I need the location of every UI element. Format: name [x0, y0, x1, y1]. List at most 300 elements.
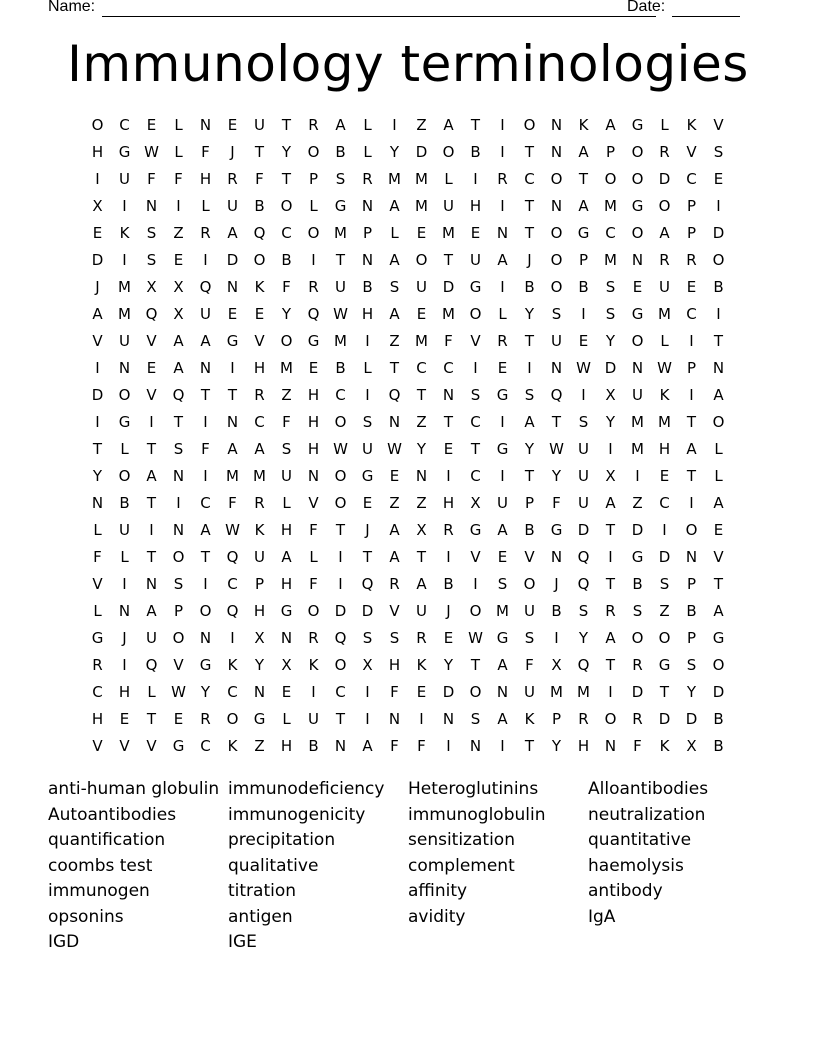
grid-letter[interactable]: O — [550, 251, 563, 269]
grid-letter[interactable]: M — [442, 224, 455, 242]
grid-letter[interactable]: E — [416, 305, 427, 323]
grid-letter[interactable]: L — [444, 170, 453, 188]
grid-letter[interactable]: I — [500, 467, 505, 485]
grid-letter[interactable]: Y — [605, 413, 616, 431]
grid-letter[interactable]: I — [635, 467, 640, 485]
grid-letter[interactable]: K — [254, 521, 265, 539]
grid-letter[interactable]: A — [605, 629, 616, 647]
grid-letter[interactable]: B — [254, 197, 265, 215]
grid-letter[interactable]: I — [149, 413, 154, 431]
grid-letter[interactable]: F — [525, 656, 534, 674]
grid-letter[interactable]: E — [389, 467, 400, 485]
grid-letter[interactable]: S — [713, 143, 724, 161]
grid-letter[interactable]: C — [470, 467, 481, 485]
grid-letter[interactable]: O — [199, 602, 212, 620]
grid-letter[interactable]: W — [333, 305, 348, 323]
grid-letter[interactable]: I — [365, 386, 370, 404]
grid-letter[interactable]: N — [145, 575, 158, 593]
grid-letter[interactable]: G — [199, 656, 212, 674]
grid-letter[interactable]: W — [387, 440, 402, 458]
grid-letter[interactable]: I — [230, 359, 235, 377]
grid-letter[interactable]: F — [309, 521, 318, 539]
grid-letter[interactable]: H — [577, 737, 590, 755]
grid-letter[interactable]: T — [659, 683, 670, 701]
grid-letter[interactable]: D — [604, 359, 617, 377]
grid-letter[interactable]: E — [686, 278, 697, 296]
grid-letter[interactable]: E — [227, 305, 238, 323]
grid-letter[interactable]: A — [713, 602, 724, 620]
grid-letter[interactable]: A — [416, 575, 427, 593]
grid-letter[interactable]: X — [254, 629, 265, 647]
grid-letter[interactable]: O — [334, 467, 347, 485]
grid-letter[interactable]: T — [605, 656, 616, 674]
grid-letter[interactable]: J — [446, 602, 451, 620]
grid-letter[interactable]: M — [658, 305, 671, 323]
grid-letter[interactable]: A — [713, 494, 724, 512]
grid-letter[interactable]: D — [712, 683, 725, 701]
grid-letter[interactable]: J — [527, 251, 532, 269]
grid-letter[interactable]: Q — [172, 386, 185, 404]
grid-letter[interactable]: C — [200, 494, 211, 512]
grid-letter[interactable]: O — [91, 116, 104, 134]
grid-letter[interactable]: M — [604, 197, 617, 215]
grid-letter[interactable]: Q — [145, 656, 158, 674]
grid-letter[interactable]: E — [470, 224, 481, 242]
grid-letter[interactable]: I — [500, 197, 505, 215]
grid-letter[interactable]: L — [282, 710, 291, 728]
grid-letter[interactable]: Y — [524, 305, 535, 323]
grid-letter[interactable]: U — [119, 332, 130, 350]
grid-letter[interactable]: X — [281, 656, 292, 674]
grid-letter[interactable]: Y — [416, 440, 427, 458]
grid-letter[interactable]: L — [498, 305, 507, 323]
grid-letter[interactable]: I — [392, 116, 397, 134]
grid-letter[interactable]: P — [524, 494, 535, 512]
grid-letter[interactable]: Z — [389, 494, 400, 512]
grid-letter[interactable]: L — [120, 548, 129, 566]
grid-letter[interactable]: N — [388, 413, 401, 431]
grid-letter[interactable]: I — [176, 197, 181, 215]
grid-letter[interactable]: C — [254, 413, 265, 431]
grid-letter[interactable]: R — [308, 629, 319, 647]
grid-letter[interactable]: C — [281, 224, 292, 242]
grid-letter[interactable]: I — [122, 251, 127, 269]
grid-letter[interactable]: G — [469, 521, 482, 539]
grid-letter[interactable]: R — [497, 332, 508, 350]
grid-letter[interactable]: Q — [226, 548, 239, 566]
grid-letter[interactable]: M — [226, 467, 239, 485]
grid-letter[interactable]: D — [334, 602, 347, 620]
grid-letter[interactable]: T — [335, 521, 346, 539]
grid-letter[interactable]: K — [227, 656, 238, 674]
grid-letter[interactable]: U — [416, 278, 427, 296]
grid-letter[interactable]: A — [443, 116, 454, 134]
grid-letter[interactable]: G — [118, 413, 131, 431]
grid-letter[interactable]: M — [118, 278, 131, 296]
grid-letter[interactable]: F — [444, 332, 453, 350]
grid-letter[interactable]: K — [416, 656, 427, 674]
grid-letter[interactable]: X — [551, 656, 562, 674]
grid-letter[interactable]: N — [631, 359, 644, 377]
grid-letter[interactable]: W — [171, 683, 186, 701]
grid-letter[interactable]: T — [686, 467, 697, 485]
grid-letter[interactable]: C — [470, 413, 481, 431]
grid-letter[interactable]: V — [92, 332, 103, 350]
grid-letter[interactable]: H — [91, 710, 104, 728]
grid-letter[interactable]: N — [712, 359, 725, 377]
grid-letter[interactable]: T — [605, 521, 616, 539]
grid-letter[interactable]: A — [497, 656, 508, 674]
grid-letter[interactable]: Y — [200, 683, 211, 701]
grid-letter[interactable]: C — [443, 359, 454, 377]
grid-letter[interactable]: P — [605, 143, 616, 161]
grid-letter[interactable]: I — [95, 170, 100, 188]
grid-letter[interactable]: T — [146, 440, 157, 458]
grid-letter[interactable]: G — [91, 629, 104, 647]
grid-letter[interactable]: T — [524, 467, 535, 485]
grid-letter[interactable]: J — [122, 629, 127, 647]
grid-letter[interactable]: I — [608, 440, 613, 458]
grid-letter[interactable]: I — [149, 521, 154, 539]
grid-letter[interactable]: H — [442, 494, 455, 512]
grid-letter[interactable]: I — [500, 116, 505, 134]
grid-letter[interactable]: V — [308, 494, 319, 512]
grid-letter[interactable]: H — [280, 575, 293, 593]
grid-letter[interactable]: O — [253, 251, 266, 269]
grid-letter[interactable]: N — [199, 629, 212, 647]
grid-letter[interactable]: F — [174, 170, 183, 188]
grid-letter[interactable]: T — [362, 548, 373, 566]
grid-letter[interactable]: U — [470, 251, 481, 269]
grid-letter[interactable]: S — [173, 575, 184, 593]
grid-letter[interactable]: W — [333, 440, 348, 458]
grid-letter[interactable]: H — [469, 197, 482, 215]
grid-letter[interactable]: A — [389, 197, 400, 215]
grid-letter[interactable]: U — [281, 467, 292, 485]
grid-letter[interactable]: E — [497, 548, 508, 566]
grid-letter[interactable]: C — [605, 224, 616, 242]
grid-letter[interactable]: X — [146, 278, 157, 296]
grid-letter[interactable]: K — [119, 224, 130, 242]
grid-letter[interactable]: T — [524, 737, 535, 755]
grid-letter[interactable]: T — [470, 656, 481, 674]
grid-letter[interactable]: I — [311, 683, 316, 701]
grid-letter[interactable]: T — [92, 440, 103, 458]
grid-letter[interactable]: O — [604, 710, 617, 728]
grid-letter[interactable]: L — [660, 116, 669, 134]
grid-letter[interactable]: C — [335, 386, 346, 404]
grid-letter[interactable]: O — [631, 332, 644, 350]
grid-letter[interactable]: X — [416, 521, 427, 539]
grid-letter[interactable]: O — [550, 170, 563, 188]
grid-letter[interactable]: S — [362, 413, 373, 431]
grid-letter[interactable]: T — [713, 575, 724, 593]
grid-letter[interactable]: H — [307, 413, 320, 431]
grid-letter[interactable]: W — [144, 143, 159, 161]
grid-letter[interactable]: B — [335, 143, 346, 161]
grid-letter[interactable]: A — [497, 710, 508, 728]
grid-letter[interactable]: D — [658, 170, 671, 188]
grid-letter[interactable]: H — [199, 170, 212, 188]
grid-letter[interactable]: F — [282, 278, 291, 296]
grid-letter[interactable]: D — [577, 521, 590, 539]
grid-letter[interactable]: G — [496, 440, 509, 458]
grid-letter[interactable]: G — [631, 197, 644, 215]
grid-letter[interactable]: H — [361, 305, 374, 323]
grid-letter[interactable]: P — [578, 251, 589, 269]
grid-letter[interactable]: N — [550, 359, 563, 377]
grid-letter[interactable]: F — [147, 170, 156, 188]
grid-letter[interactable]: L — [201, 197, 210, 215]
grid-letter[interactable]: J — [230, 143, 235, 161]
name-field[interactable] — [102, 16, 656, 17]
grid-letter[interactable]: S — [605, 305, 616, 323]
grid-letter[interactable]: V — [389, 602, 400, 620]
grid-letter[interactable]: G — [712, 629, 725, 647]
grid-letter[interactable]: N — [442, 386, 455, 404]
grid-letter[interactable]: A — [578, 197, 589, 215]
grid-letter[interactable]: R — [227, 170, 238, 188]
grid-letter[interactable]: N — [280, 629, 293, 647]
grid-letter[interactable]: I — [689, 494, 694, 512]
grid-letter[interactable]: R — [443, 521, 454, 539]
grid-letter[interactable]: G — [496, 629, 509, 647]
grid-letter[interactable]: R — [497, 170, 508, 188]
grid-letter[interactable]: R — [416, 629, 427, 647]
grid-letter[interactable]: F — [228, 494, 237, 512]
grid-letter[interactable]: A — [524, 413, 535, 431]
grid-letter[interactable]: X — [362, 656, 373, 674]
grid-letter[interactable]: X — [92, 197, 103, 215]
grid-letter[interactable]: M — [388, 170, 401, 188]
grid-letter[interactable]: V — [173, 656, 184, 674]
grid-letter[interactable]: S — [524, 386, 535, 404]
grid-letter[interactable]: E — [497, 359, 508, 377]
grid-letter[interactable]: C — [524, 170, 535, 188]
grid-letter[interactable]: X — [470, 494, 481, 512]
grid-letter[interactable]: S — [659, 575, 670, 593]
grid-letter[interactable]: O — [442, 143, 455, 161]
grid-letter[interactable]: F — [93, 548, 102, 566]
grid-letter[interactable]: I — [122, 575, 127, 593]
grid-letter[interactable]: A — [659, 224, 670, 242]
grid-letter[interactable]: N — [550, 143, 563, 161]
grid-letter[interactable]: O — [604, 170, 617, 188]
grid-letter[interactable]: G — [496, 386, 509, 404]
grid-letter[interactable]: Q — [226, 602, 239, 620]
grid-letter[interactable]: N — [226, 413, 239, 431]
grid-letter[interactable]: Y — [686, 683, 697, 701]
grid-letter[interactable]: D — [631, 521, 644, 539]
grid-letter[interactable]: A — [497, 521, 508, 539]
grid-letter[interactable]: R — [659, 143, 670, 161]
grid-letter[interactable]: I — [365, 710, 370, 728]
grid-letter[interactable]: T — [335, 710, 346, 728]
grid-letter[interactable]: S — [497, 575, 508, 593]
grid-letter[interactable]: I — [608, 548, 613, 566]
grid-letter[interactable]: M — [577, 683, 590, 701]
grid-letter[interactable]: L — [390, 224, 399, 242]
grid-letter[interactable]: F — [633, 737, 642, 755]
grid-letter[interactable]: Q — [199, 278, 212, 296]
grid-letter[interactable]: H — [658, 440, 671, 458]
grid-letter[interactable]: Q — [334, 629, 347, 647]
grid-letter[interactable]: L — [93, 521, 102, 539]
grid-letter[interactable]: N — [226, 278, 239, 296]
grid-letter[interactable]: G — [172, 737, 185, 755]
grid-letter[interactable]: U — [551, 332, 562, 350]
grid-letter[interactable]: T — [281, 116, 292, 134]
grid-letter[interactable]: Z — [173, 224, 184, 242]
grid-letter[interactable]: U — [119, 521, 130, 539]
grid-letter[interactable]: E — [308, 359, 319, 377]
grid-letter[interactable]: Q — [307, 305, 320, 323]
grid-letter[interactable]: M — [415, 332, 428, 350]
grid-letter[interactable]: L — [363, 359, 372, 377]
grid-letter[interactable]: I — [527, 359, 532, 377]
grid-letter[interactable]: D — [658, 710, 671, 728]
grid-letter[interactable]: E — [713, 521, 724, 539]
grid-letter[interactable]: D — [91, 386, 104, 404]
grid-letter[interactable]: T — [173, 413, 184, 431]
grid-letter[interactable]: U — [524, 683, 535, 701]
grid-letter[interactable]: Y — [254, 656, 265, 674]
grid-letter[interactable]: O — [631, 224, 644, 242]
grid-letter[interactable]: G — [253, 710, 266, 728]
grid-letter[interactable]: O — [469, 305, 482, 323]
grid-letter[interactable]: O — [712, 413, 725, 431]
grid-letter[interactable]: C — [119, 116, 130, 134]
grid-letter[interactable]: G — [307, 332, 320, 350]
grid-letter[interactable]: L — [714, 467, 723, 485]
grid-letter[interactable]: N — [118, 602, 131, 620]
grid-letter[interactable]: R — [578, 710, 589, 728]
grid-letter[interactable]: P — [686, 197, 697, 215]
grid-letter[interactable]: I — [122, 197, 127, 215]
grid-letter[interactable]: K — [308, 656, 319, 674]
grid-letter[interactable]: V — [254, 332, 265, 350]
grid-letter[interactable]: R — [200, 710, 211, 728]
grid-letter[interactable]: S — [173, 440, 184, 458]
grid-letter[interactable]: O — [523, 116, 536, 134]
grid-letter[interactable]: U — [200, 305, 211, 323]
grid-letter[interactable]: O — [334, 656, 347, 674]
grid-letter[interactable]: P — [362, 224, 373, 242]
grid-letter[interactable]: N — [334, 737, 347, 755]
grid-letter[interactable]: P — [254, 575, 265, 593]
grid-letter[interactable]: G — [631, 548, 644, 566]
grid-letter[interactable]: Y — [605, 332, 616, 350]
grid-letter[interactable]: A — [281, 548, 292, 566]
grid-letter[interactable]: L — [309, 548, 318, 566]
grid-letter[interactable]: U — [146, 629, 157, 647]
grid-letter[interactable]: L — [147, 683, 156, 701]
grid-letter[interactable]: D — [712, 224, 725, 242]
grid-letter[interactable]: A — [254, 440, 265, 458]
grid-letter[interactable]: I — [500, 143, 505, 161]
grid-letter[interactable]: E — [362, 494, 373, 512]
grid-letter[interactable]: T — [605, 575, 616, 593]
grid-letter[interactable]: D — [226, 251, 239, 269]
grid-letter[interactable]: U — [254, 116, 265, 134]
grid-letter[interactable]: M — [415, 170, 428, 188]
grid-letter[interactable]: R — [254, 386, 265, 404]
grid-letter[interactable]: L — [714, 440, 723, 458]
grid-letter[interactable]: Q — [388, 386, 401, 404]
grid-letter[interactable]: A — [389, 548, 400, 566]
grid-letter[interactable]: O — [307, 602, 320, 620]
grid-letter[interactable]: O — [712, 656, 725, 674]
grid-letter[interactable]: K — [659, 737, 670, 755]
grid-letter[interactable]: O — [685, 521, 698, 539]
grid-letter[interactable]: I — [311, 251, 316, 269]
grid-letter[interactable]: Y — [281, 143, 292, 161]
grid-letter[interactable]: U — [362, 440, 373, 458]
grid-letter[interactable]: N — [685, 548, 698, 566]
grid-letter[interactable]: T — [686, 413, 697, 431]
grid-letter[interactable]: O — [118, 467, 131, 485]
grid-letter[interactable]: B — [713, 278, 724, 296]
grid-letter[interactable]: E — [173, 251, 184, 269]
grid-letter[interactable]: E — [416, 224, 427, 242]
grid-letter[interactable]: I — [203, 413, 208, 431]
grid-letter[interactable]: E — [713, 170, 724, 188]
grid-letter[interactable]: P — [686, 629, 697, 647]
grid-letter[interactable]: T — [416, 548, 427, 566]
grid-letter[interactable]: Q — [145, 305, 158, 323]
grid-letter[interactable]: C — [416, 359, 427, 377]
grid-letter[interactable]: S — [686, 656, 697, 674]
grid-letter[interactable]: O — [550, 224, 563, 242]
grid-letter[interactable]: E — [173, 710, 184, 728]
grid-letter[interactable]: D — [442, 683, 455, 701]
grid-letter[interactable]: C — [200, 737, 211, 755]
grid-letter[interactable]: R — [92, 656, 103, 674]
grid-letter[interactable]: X — [605, 467, 616, 485]
grid-letter[interactable]: F — [390, 737, 399, 755]
grid-letter[interactable]: R — [632, 710, 643, 728]
grid-letter[interactable]: I — [230, 629, 235, 647]
grid-letter[interactable]: A — [146, 602, 157, 620]
grid-letter[interactable]: A — [335, 116, 346, 134]
grid-letter[interactable]: T — [470, 116, 481, 134]
grid-letter[interactable]: H — [253, 359, 266, 377]
grid-letter[interactable]: O — [658, 629, 671, 647]
grid-letter[interactable]: V — [146, 386, 157, 404]
grid-letter[interactable]: B — [578, 278, 589, 296]
grid-letter[interactable]: F — [552, 494, 561, 512]
grid-letter[interactable]: Y — [578, 629, 589, 647]
grid-letter[interactable]: T — [524, 332, 535, 350]
grid-letter[interactable]: N — [199, 359, 212, 377]
grid-letter[interactable]: O — [280, 197, 293, 215]
grid-letter[interactable]: D — [685, 710, 698, 728]
grid-letter[interactable]: U — [578, 467, 589, 485]
grid-letter[interactable]: M — [604, 251, 617, 269]
grid-letter[interactable]: M — [118, 305, 131, 323]
grid-letter[interactable]: E — [416, 683, 427, 701]
grid-letter[interactable]: I — [176, 494, 181, 512]
grid-letter[interactable]: W — [657, 359, 672, 377]
grid-letter[interactable]: Z — [632, 494, 643, 512]
grid-letter[interactable]: E — [254, 305, 265, 323]
grid-letter[interactable]: J — [554, 575, 559, 593]
grid-letter[interactable]: I — [500, 737, 505, 755]
grid-letter[interactable]: P — [686, 575, 697, 593]
grid-letter[interactable]: D — [631, 683, 644, 701]
grid-letter[interactable]: H — [388, 656, 401, 674]
grid-letter[interactable]: L — [93, 602, 102, 620]
